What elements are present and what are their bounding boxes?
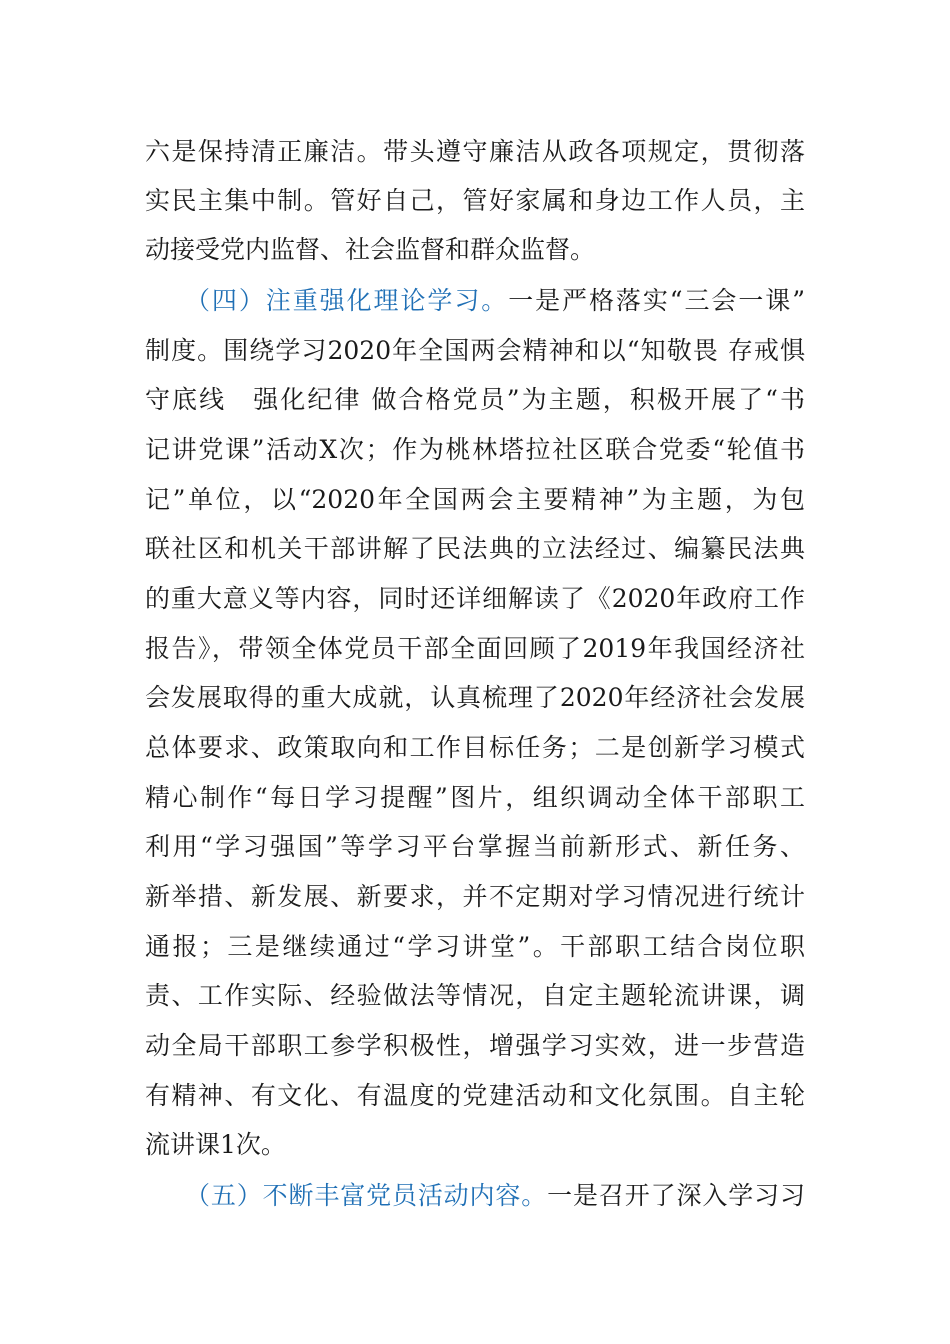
section-5-heading: （五）不断丰富党员活动内容。 bbox=[185, 1181, 548, 1210]
section-4-line-8: 会发展取得的重大成就，认真梳理了2020年经济社会发展 bbox=[145, 683, 805, 712]
paragraph-1-line-2: 实民主集中制。管好自己，管好家属和身边工作人员，主 bbox=[145, 186, 805, 215]
section-4-first-line bbox=[185, 283, 805, 319]
section-4-line-1: 制度。围绕学习2020年全国两会精神和以“知敬畏 存戒惧 bbox=[145, 336, 805, 365]
section-4-line-13: 通报；三是继续通过“学习讲堂”。干部职工结合岗位职 bbox=[145, 932, 805, 961]
section-4-line-2: 守底线 强化纪律 做合格党员”为主题，积极开展了“书 bbox=[145, 385, 805, 414]
section-4-first-line-text: 一是严格落实“三会一课” bbox=[508, 286, 805, 315]
section-4-line-6: 的重大意义等内容，同时还详细解读了《2020年政府工作 bbox=[145, 584, 805, 613]
paragraph-1-line-1: 六是保持清正廉洁。带头遵守廉洁从政各项规定，贯彻落 bbox=[145, 137, 805, 166]
section-4-line-4: 记”单位，以“2020年全国两会主要精神”为主题，为包 bbox=[145, 485, 805, 514]
section-4-heading: （四）注重强化理论学习。 bbox=[185, 286, 509, 315]
section-4-line-16: 有精神、有文化、有温度的党建活动和文化氛围。自主轮 bbox=[145, 1081, 805, 1110]
paragraph-1-line-3: 动接受党内监督、社会监督和群众监督。 bbox=[145, 235, 596, 264]
section-4-line-12: 新举措、新发展、新要求，并不定期对学习情况进行统计 bbox=[145, 882, 805, 911]
section-4-line-3: 记讲党课”活动X次；作为桃林塔拉社区联合党委“轮值书 bbox=[145, 435, 805, 464]
section-4-line-14: 责、工作实际、经验做法等情况，自定主题轮流讲课，调 bbox=[145, 981, 805, 1010]
section-5-first-line-text: 一是召开了深入学习习 bbox=[547, 1181, 805, 1210]
section-4-line-15: 动全局干部职工参学积极性，增强学习实效，进一步营造 bbox=[145, 1031, 805, 1060]
section-4-line-17: 流讲课1次。 bbox=[145, 1130, 286, 1159]
section-4-line-5: 联社区和机关干部讲解了民法典的立法经过、编纂民法典 bbox=[145, 534, 805, 563]
section-5-first-line bbox=[185, 1178, 805, 1214]
section-4-line-10: 精心制作“每日学习提醒”图片，组织调动全体干部职工 bbox=[145, 783, 805, 812]
section-4-line-9: 总体要求、政策取向和工作目标任务；二是创新学习模式 bbox=[145, 733, 805, 762]
section-4-line-11: 利用“学习强国”等学习平台掌握当前新形式、新任务、 bbox=[145, 832, 805, 861]
section-4-line-7: 报告》，带领全体党员干部全面回顾了2019年我国经济社 bbox=[145, 634, 805, 663]
